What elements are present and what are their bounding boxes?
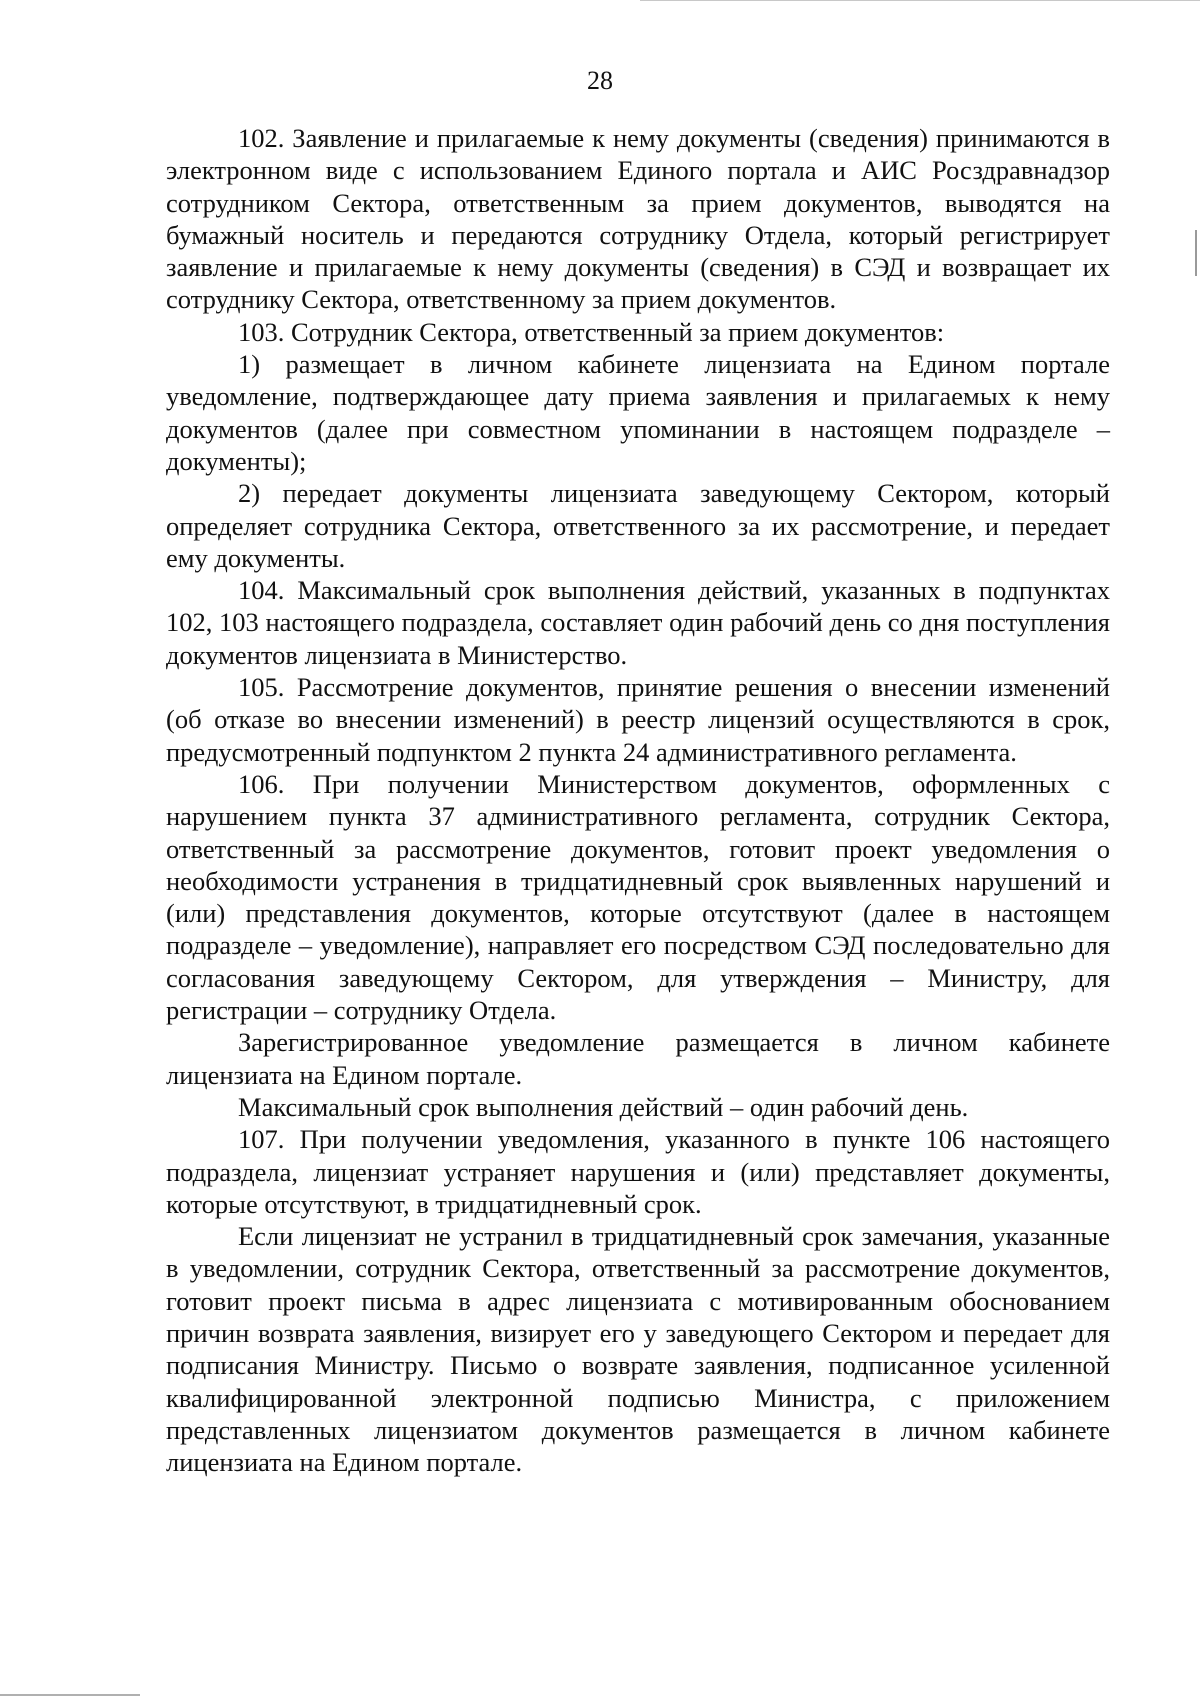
paragraph-106-registered-notice: Зарегистрированное уведомление размещается в личном кабинете лицензиата на Едином портале.: [166, 1027, 1110, 1090]
paragraph-106-max-term: Максимальный срок выполнения действий – один рабочий день.: [238, 1091, 969, 1122]
page-number: 28: [587, 66, 613, 95]
paragraph-103: 103. Сотрудник Сектора, ответственный за прием документов:: [238, 316, 945, 347]
scan-edge-right: [1195, 230, 1197, 276]
scan-edge-bottom: [0, 1694, 140, 1696]
paragraph-103-item-2: 2) передает документы лицензиата заведующему Сектором, который определяет сотрудника Сектора, ответственного за их рассмотрение, и передает ему документы.: [166, 478, 1110, 573]
paragraph-103-item-1: 1) размещает в личном кабинете лицензиата на Едином портале уведомление, подтверждающее дату приема заявления и прилагаемых к нему документов (далее при совместном упоминании в настоящем подразделе – документы);: [166, 349, 1110, 476]
paragraph-104: 104. Максимальный срок выполнения действий, указанных в подпунктах 102, 103 настоящего подраздела, составляет один рабочий день со дня поступления документов лицензиата в Министерство.: [166, 575, 1110, 670]
paragraph-106: 106. При получении Министерством документов, оформленных с нарушением пункта 37 административного регламента, сотрудник Сектора, ответственный за рассмотрение документов, готовит проект уведомления о необходимости устранения в тридцатидневный срок выявленных нарушений и (или) представления документов, которые отсутствуют (далее в настоящем подразделе – уведомление), направляет его посредством СЭД последовательно для согласования заведующему Сектором, для утверждения – Министру, для регистрации – сотруднику Отдела.: [166, 768, 1110, 1026]
paragraph-105: 105. Рассмотрение документов, принятие решения о внесении изменений (об отказе во внесении изменений) в реестр лицензий осуществляются в срок, предусмотренный подпунктом 2 пункта 24 административного регламента.: [166, 672, 1110, 767]
document-body: [166, 122, 1110, 1478]
paragraph-102: 102. Заявление и прилагаемые к нему документы (сведения) принимаются в электронном виде с использованием Единого портала и АИС Росздравнадзор сотрудником Сектора, ответственным за прием документов, выводятся на бумажный носитель и передаются сотруднику Отдела, который регистрирует заявление и прилагаемые к нему документы (сведения) в СЭД и возвращает их сотруднику Сектора, ответственному за прием документов.: [166, 123, 1110, 315]
paragraph-107-return: Если лицензиат не устранил в тридцатидневный срок замечания, указанные в уведомлении, сотрудник Сектора, ответственный за рассмотрение документов, готовит проект письма в адрес лицензиата с мотивированным обоснованием причин возврата заявления, визирует его у заведующего Сектором и передает для подписания Министру. Письмо о возврате заявления, подписанное усиленной квалифицированной электронной подписью Министра, с приложением представленных лицензиатом документов размещается в личном кабинете лицензиата на Едином портале.: [166, 1221, 1110, 1478]
paragraph-107: 107. При получении уведомления, указанного в пункте 106 настоящего подраздела, лицензиат устраняет нарушения и (или) представляет документы, которые отсутствуют, в тридцатидневный срок.: [166, 1124, 1110, 1219]
scan-edge-top: [640, 0, 1200, 1]
